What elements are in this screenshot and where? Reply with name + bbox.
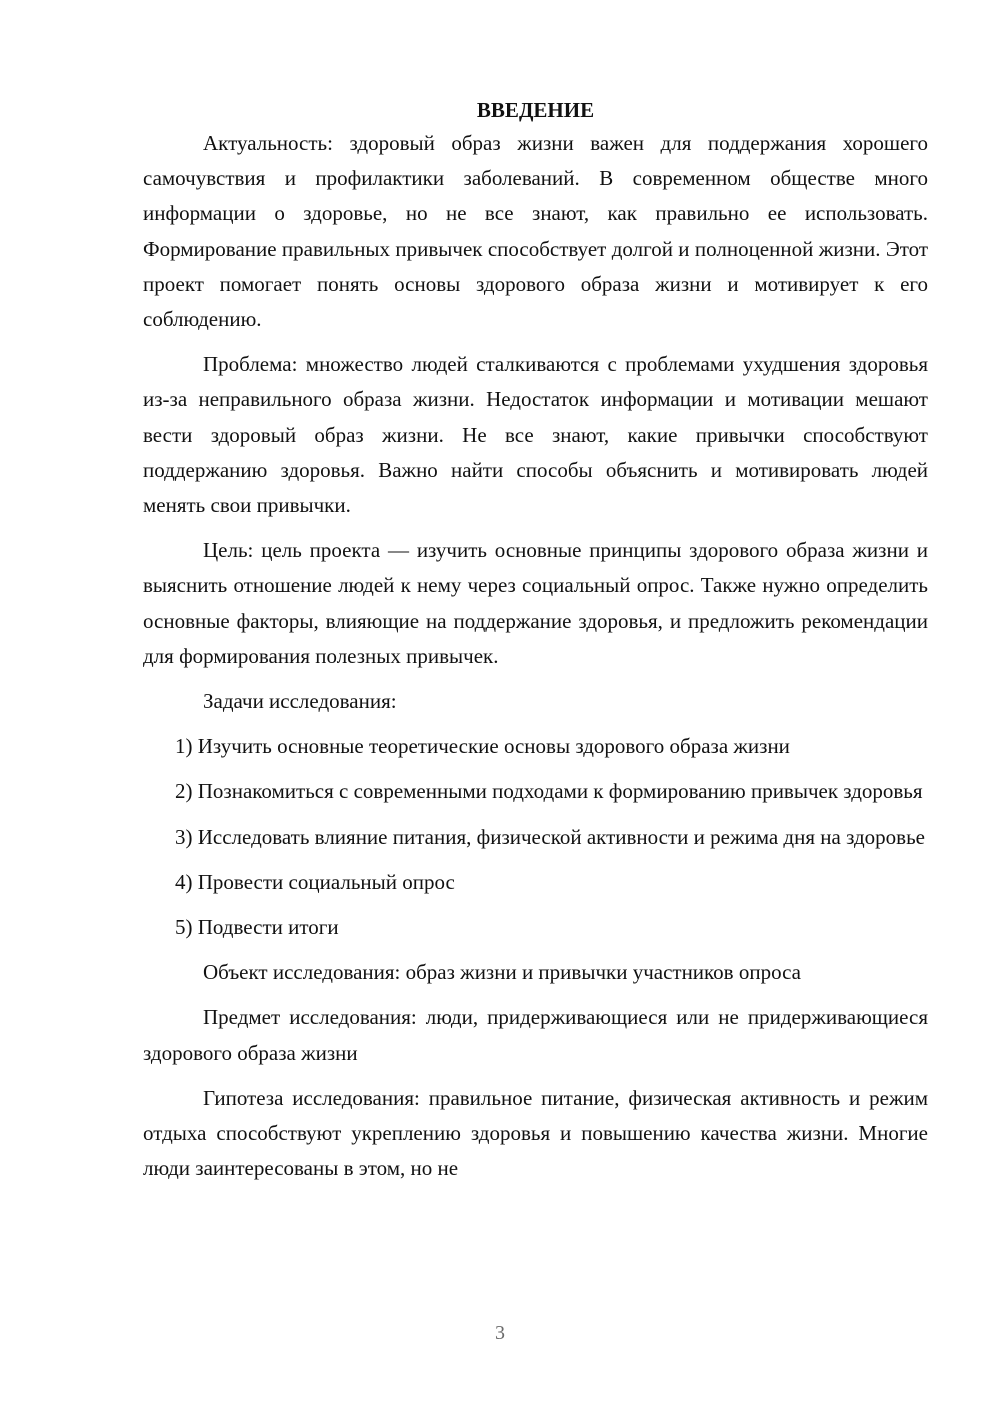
paragraph-hypothesis: Гипотеза исследования: правильное питание, физическая активность и режим отдыха способствуют укреплению здоровья и повышению качества жизни. Многие люди заинтересованы в этом, но не <box>143 1085 928 1181</box>
section-title: ВВЕДЕНИЕ <box>476 98 595 122</box>
page-content <box>143 94 928 1196</box>
page-number: 3 <box>495 1322 505 1344</box>
task-item-5: 5) Подвести итоги <box>175 915 339 940</box>
task-item-4: 4) Провести социальный опрос <box>175 869 455 894</box>
paragraph-goal: Цель: цель проекта — изучить основные принципы здорового образа жизни и выяснить отношение людей к нему через социальный опрос. Также нужно определить основные факторы, влияющие на поддержание здоровья, и предложить рекомендации для формирования полезных привычек. <box>143 538 928 668</box>
task-item-1: 1) Изучить основные теоретические основы здорового образа жизни <box>175 734 790 759</box>
task-item-2: 2) Познакомиться с современными подходами к формированию привычек здоровья <box>175 779 923 804</box>
paragraph-problem: Проблема: множество людей сталкиваются с проблемами ухудшения здоровья из-за неправильного образа жизни. Недостаток информации и мотивации мешают вести здоровый образ жизни. Не все знают, какие привычки способствуют поддержанию здоровья. Важно найти способы объяснить и мотивировать людей менять свои привычки. <box>143 352 928 518</box>
paragraph-actuality: Актуальность: здоровый образ жизни важен для поддержания хорошего самочувствия и профилактики заболеваний. В современном обществе много информации о здоровье, но не все знают, как правильно ее использовать. Формирование правильных привычек способствует долгой и полноценной жизни. Этот проект помогает понять основы здорового образа жизни и мотивирует к его соблюдению. <box>143 131 928 332</box>
tasks-heading: Задачи исследования: <box>203 689 397 714</box>
paragraph-object: Объект исследования: образ жизни и привычки участников опроса <box>203 960 802 985</box>
paragraph-subject: Предмет исследования: люди, придерживающиеся или не придерживающиеся здорового образа жизни <box>143 1005 928 1065</box>
task-item-3: 3) Исследовать влияние питания, физической активности и режима дня на здоровье <box>175 824 925 849</box>
